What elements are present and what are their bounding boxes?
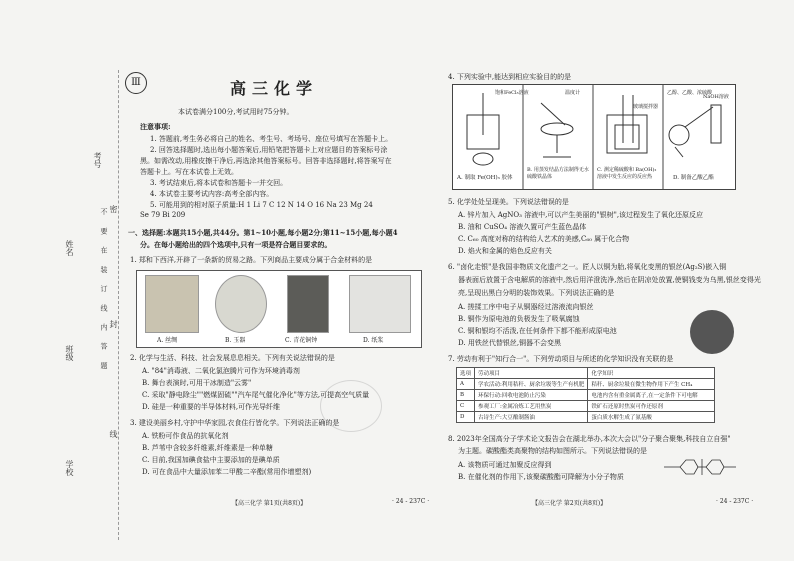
- section-heading: 一、选择题:本题共15小题,共44分。第1~10小题,每小题2分;第11~15小题,每小题4: [128, 228, 398, 237]
- q2-stem: 2. 化学与生活、科技、社会发展息息相关。下列有关说法错误的是: [130, 354, 335, 362]
- label-name: 姓名: [65, 240, 74, 256]
- binding-instruction: 不 要 在 装 订 线 内 答 题: [100, 208, 108, 374]
- q4-apparatus-panel: [452, 84, 736, 190]
- q1-option: D. 纸浆: [363, 337, 384, 344]
- q6-option: D. 用铁丝代替银丝,铜器不会变黑: [458, 339, 562, 347]
- table-cell: 电池内含有重金属离子,在一定条件下可电解: [588, 390, 715, 401]
- table-cell: 铁矿石还原时焦炭可作还原剂: [588, 401, 715, 412]
- q2-option: A. "84"消毒液、二氧化氯泡腾片可作为环境消毒剂: [142, 367, 300, 375]
- table-cell: 秸秆、厨余垃圾在微生物作用下产生 CH₄: [588, 379, 715, 390]
- q3-option: D. 可在食品中大量添加苯二甲酸二辛酯(常用作增塑剂): [142, 468, 312, 476]
- q6-stem: 6. "卤化走银"是我国非物质文化遗产之一。匠人以铜为胎,将氧化变黑的银丝(Ag₂S)嵌入铜: [448, 263, 727, 271]
- exam-note: 本试卷满分100分,考试用时75分钟。: [178, 108, 294, 116]
- seal-char-1: 密: [109, 205, 118, 213]
- table-cell: D: [457, 412, 475, 423]
- table-cell: 古诗生产:大豆酿制酱油: [475, 412, 588, 423]
- q2-option: C. 采取"静电除尘""燃煤固硫""汽车尾气催化净化"等方法,可提高空气质量: [142, 391, 370, 399]
- school-logo-icon: Ⅲ: [125, 72, 147, 94]
- q5-option: A. 锌片加入 AgNO₃ 溶液中,可以产生美丽的"银树",该过程发生了氧化还原反应: [458, 211, 704, 219]
- q5-stem: 5. 化学处处呈现美。下列说法错误的是: [448, 198, 569, 206]
- notice-line: 4. 本试卷主要考试内容:高考全部内容。: [150, 190, 274, 198]
- notice-line: 5. 可能用到的相对原子质量:H 1 Li 7 C 12 N 14 O 16 Na 23 Mg 24: [150, 201, 373, 209]
- q1-option: B. 玉器: [225, 337, 246, 344]
- q4-option: A. 制取 Fe(OH)₃ 胶体: [457, 175, 513, 181]
- bell-image: [287, 275, 329, 333]
- table-row: [457, 412, 715, 423]
- notice-line: 1. 答题前,考生务必将自己的姓名、考生号、考场号、座位号填写在答题卡上。: [150, 135, 393, 143]
- q8-stem-2: 为主题。碳酸酯类高聚物的结构如图所示。下列说法错误的是: [458, 447, 647, 455]
- jade-image: [215, 275, 267, 333]
- q4-option: C. 测定稀硫酸和 Ba(OH)₂ 溶液中发生反应的反应热: [597, 167, 657, 180]
- apparatus-label: 玻璃搅拌器: [633, 104, 659, 110]
- q4-option: D. 制备乙酸乙酯: [673, 175, 714, 181]
- q1-option: A. 丝绸: [157, 337, 178, 344]
- table-header-cell: 化学知识: [588, 368, 715, 379]
- faded-stamp: [320, 380, 382, 432]
- section-heading-2: 分。在每小题给出的四个选项中,只有一项是符合题目要求的。: [140, 240, 332, 249]
- q6-option: C. 铜和银均不活泼,在任何条件下都不能形成原电池: [458, 327, 617, 335]
- q6-option: B. 铜作为原电池的负极发生了吸氧腐蚀: [458, 315, 580, 323]
- q8-stem: 8. 2023年全国高分子学术论文报告会在湖北举办,本次大会以"分子聚合聚集,科技自立自强": [448, 435, 731, 443]
- label-exam-number: 考号: [93, 152, 102, 168]
- q3-option: A. 铁粉可作食品的抗氧化剂: [142, 432, 229, 440]
- q4-stem: 4. 下列实验中,能达到相应实验目的的是: [448, 73, 572, 81]
- table-row: [457, 401, 715, 412]
- q4-option: B. 用蒸发结晶方法制得无水硫酸铁晶体: [527, 167, 589, 180]
- q3-option: C. 目前,我国加碘食盐中主要添加的是碘单质: [142, 456, 280, 464]
- footer-left-title: 【高三化学 第1页(共8页)】: [232, 500, 307, 507]
- table-cell: C: [457, 401, 475, 412]
- table-cell: A: [457, 379, 475, 390]
- q2-option: D. 硅是一种重要的半导体材料,可作光导纤维: [142, 403, 281, 411]
- table-cell: 学农活动:利用秸秆、厨余垃圾等生产有机肥: [475, 379, 588, 390]
- footer-right-code: · 24 - 237C ·: [716, 498, 754, 505]
- q3-stem: 3. 建设美丽乡村,守护中华家园,衣食住行皆化学。下列说法正确的是: [130, 419, 340, 427]
- notice-line: 3. 考试结束后,将本试卷和答题卡一并交回。: [150, 179, 288, 187]
- polycarbonate-structure: [660, 455, 740, 479]
- apparatus-label: 饱和FeCl₃溶液: [495, 90, 529, 96]
- q5-option: D. 焰火和金属的焰色反应有关: [458, 247, 552, 255]
- label-school: 学校: [65, 460, 74, 476]
- table-row: [457, 390, 715, 401]
- exam-title: 高三化学: [230, 79, 319, 98]
- q1-image-panel: [136, 270, 422, 348]
- table-cell: 参观工厂:金属冶炼工艺用焦炭: [475, 401, 588, 412]
- silk-image: [145, 275, 199, 333]
- apparatus-label: 乙醇、乙酸、浓硫酸: [667, 90, 713, 96]
- table-cell: 蛋白质水解生成了氨基酸: [588, 412, 715, 423]
- q8-option: A. 该物质可通过加聚反应得到: [458, 461, 552, 469]
- seal-char-3: 线: [109, 430, 118, 438]
- paper-image: [349, 275, 411, 333]
- table-cell: 环保行动:回收电池防止污染: [475, 390, 588, 401]
- q7-table: [456, 367, 715, 423]
- apparatus-label: NaOH溶液: [703, 94, 729, 100]
- q5-option: C. C₆₀ 高度对称的结构给人艺术的美感,C₆₀ 属于化合物: [458, 235, 630, 243]
- q7-stem: 7. 劳动有利于"知行合一"。下列劳动项目与所述的化学知识没有关联的是: [448, 355, 674, 363]
- q8-option: B. 在催化剂的作用下,该聚碳酸酯可降解为小分子物质: [458, 473, 624, 481]
- q3-option: B. 芦苇中含较多纤维素,纤维素是一种单糖: [142, 444, 273, 452]
- binding-margin: [0, 0, 118, 561]
- q1-option: C. 青花铜钟: [285, 337, 318, 344]
- label-class: 班级: [65, 345, 74, 361]
- q6-option: A. 搓揉工序中电子从铜器经过溶液流向银丝: [458, 303, 594, 311]
- table-header-cell: 选项: [457, 368, 475, 379]
- q6-stem-3: 亮,呈现出黑白分明的装饰效果。下列说法正确的是: [458, 289, 615, 297]
- footer-right-title: 【高三化学 第2页(共8页)】: [532, 500, 607, 507]
- binding-line: [118, 70, 120, 540]
- q6-stem-2: 器表面后放置于含电解质的溶液中,然后用洋澄洗净,然后在阴凉处放置,使铜钱变为乌黑,银丝变得光: [458, 276, 761, 284]
- cloisonne-image: [690, 310, 734, 354]
- apparatus-label: 温度计: [565, 90, 581, 96]
- table-row: [457, 379, 715, 390]
- table-cell: B: [457, 390, 475, 401]
- notice-line: 答题卡上。写在本试卷上无效。: [140, 168, 238, 176]
- q2-option: B. 舞台表演时,可用干冰制造"云雾": [142, 379, 252, 387]
- seal-char-2: 封: [109, 320, 118, 328]
- table-header-cell: 劳动项目: [475, 368, 588, 379]
- table-header-row: [457, 368, 715, 379]
- q5-option: B. 油和 CuSO₄ 溶液久置可产生蓝色晶体: [458, 223, 587, 231]
- q1-stem: 1. 郑和下西洋,开辟了一条新的贸易之路。下列商品主要成分属于合金材料的是: [130, 256, 373, 264]
- footer-left-code: · 24 - 237C ·: [392, 498, 430, 505]
- notice-heading: 注意事项:: [140, 122, 171, 131]
- notice-line: 黑。如需改动,用橡皮擦干净后,再选涂其他答案标号。回答非选择题时,将答案写在: [140, 157, 392, 165]
- notice-line: Se 79 Bi 209: [140, 211, 186, 219]
- notice-line: 2. 回答选择题时,选出每小题答案后,用铅笔把答题卡上对应题目的答案标号涂: [150, 146, 388, 154]
